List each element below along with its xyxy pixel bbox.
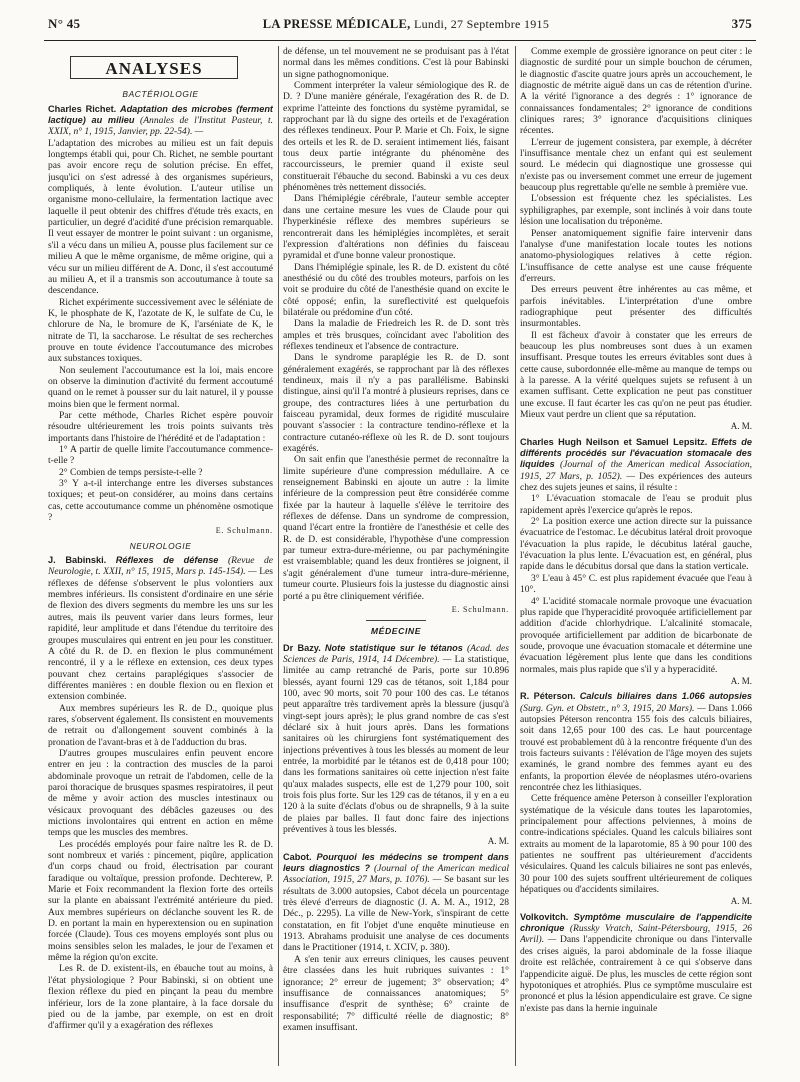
paragraph: Richet expérimente successivement avec le séléniate de K, le phosphate de K, l'azotate de K, le sulfate de Cu, le chlorure de Na, le bromure de K, l'arséniate de K, le nitrate de Tl, la saccharose. Le résultat de ses recherches prouve en toute évidence l'accoutumance des microbes aux substances toxiques. <box>48 296 273 365</box>
paragraph: Les R. de D. existent-ils, en ébauche tout au moins, à l'état physiologique ? Pour Babinski, si on obtient une flexion réflexe du pied en pinçant la peau du membre inférieur, lors de la zone plantaire, à la face dorsale du pied ou de la jambe, par exemple, on est en droit d'affirmer qu'il y a exagération des réflexes <box>48 963 273 1032</box>
article-author: Cabot. <box>283 851 312 862</box>
paragraph: On sait enfin que l'anesthésie permet de reconnaître la limite supérieure d'une compression médullaire. A ce renseignement Babinski en ajoute un autre : la limite inférieure de la compression peut être considérée comme fixée par la hauteur à laquelle s'élève le territoire des réflexes de défense. Dans un syndrome de compression, quand l'écart entre la frontière de l'anesthésie et celle des R. de D. est considérable, l'hypothèse d'une compression par tumeur extra-dure-mérienne, ou par pachyméningite est vraisemblable; quand les deux frontières se joignent, il s'agit généralement d'une tumeur intra-dure-mérienne, tumeur courte. Plusieurs fois la justesse du diagnostic ainsi porté a pu être cliniquement vérifiée. <box>283 454 509 602</box>
article-author: Volkovitch. <box>520 911 569 922</box>
article-title: Calculs biliaires dans 1.066 autopsies <box>579 691 752 702</box>
analyses-heading: ANALYSES <box>70 56 238 79</box>
article-author: Dr Bazy. <box>283 642 321 653</box>
article-title: Réflexes de défense <box>115 555 219 566</box>
column-1 <box>48 46 273 1068</box>
article-reference: (Journal of the American medical Association, 1915, 27 Mars, p. 1052). — <box>520 459 752 482</box>
paragraph: 2° La position exerce une action directe sur la puissance évacuatrice de l'estomac. Le décubitus latéral droit provoque l'évacuation la plus rapide, le décubitus latéral gauche, l'évacuation la plus lente. L'évacuation est, en général, plus rapide dans le décubitus dorsal que dans la station verticale. <box>520 516 752 573</box>
article-signature: A. M. <box>730 896 752 907</box>
article-author: R. Péterson. <box>520 691 576 702</box>
article-author: Charles Richet. <box>48 103 117 114</box>
article-cabot <box>283 852 509 954</box>
section-rule <box>366 620 426 621</box>
article-signature: E. Schulmann. <box>451 604 509 614</box>
paragraph: Non seulement l'accoutumance est la loi, mais encore on observe la diminution d'activité du ferment accoutumé quand on le remet à pousser sur du lait naturel, il y pousse moins bien que le ferment normal. <box>48 364 273 410</box>
article-signature: A. M. <box>730 421 752 432</box>
paragraph: 3° L'eau à 45° C. est plus rapidement évacuée que l'eau à 10°. <box>520 572 752 596</box>
article-signature: E. Schulmann. <box>215 526 273 536</box>
column-divider <box>278 46 279 1066</box>
section-heading-neurologie: NEUROLOGIE <box>129 540 192 551</box>
paragraph: 1° L'évacuation stomacale de l'eau se produit plus rapidement après l'exercice qu'après le repos. <box>520 493 752 516</box>
paragraph: Comme exemple de grossière ignorance on peut citer : le diagnostic de surdité pour un simple bouchon de cérumen, le diagnostic d'ascite quatre jours après un accouchement, le diagnostic de métrite aiguë dans un cas de rétention d'urine. A la vérité l'ignorance a des degrés : 1° ignorance de connaissances fondamentales; 2° ignorance de conditions cliniques rares; 3° ignorance d'acquisitions cliniques récentes. <box>520 46 752 137</box>
article-volkovitch <box>520 912 752 1014</box>
article-title: Effets de différents procédés sur l'évacuation stomacale des liquides <box>520 436 752 470</box>
paragraph: Dans la maladie de Friedreich les R. de D. sont très amples et très brusques, coïncidant avec l'abolition des réflexes tendineux et l'absence de contracture. <box>283 318 509 352</box>
article-bazy <box>283 643 509 836</box>
question-item: 3° Y a-t-il interchange entre les diverses substances toxiques; et peut-on considérer, au moins dans certains cas, cette accoutumance comme un phénomène osmotique ? <box>48 478 273 524</box>
paragraph: Dans le syndrome paraplégie les R. de D. sont généralement exagérés, se rapprochant par là des réflexes tendineux, mais il n'y a pas parallélisme. Babinski distingue, ainsi qu'il l'a montré à plusieurs reprises, dans ce groupe, des contractures liées à une perturbation du faisceau pyramidal, deux formes de rigidité musculaire pouvant s'associer : la contracture tendino-réflexe et la contracture cutanéo-réflexe où les R. de D. sont toujours exagérés. <box>283 352 509 455</box>
section-heading-medecine: MÉDECINE <box>370 626 422 637</box>
question-item: 2° Combien de temps persiste-t-elle ? <box>59 466 203 478</box>
column-divider <box>515 46 516 1066</box>
article-reference: (Surg. Gyn. et Obstetr., n° 3, 1915, 20 Mars). — <box>520 702 706 714</box>
paragraph: Les procédés employés pour faire naître les R. de D. sont nombreux et variés : pincement, piqûre, application d'un corps chaud ou froid, électrisation par courant faradique ou voltaïque, pression profonde. Dechterew, P. Marie et Foix recommandent la flexion forte des orteils sur la plante en abaissant l'extrémité antérieure du pied. Aux membres supérieurs on déclanche souvent les R. de D. en portant la main en hyperextension ou en supination forcée (Claude). Tous ces moyens employés sont plus ou moins sensibles selon les malades, le jour de l'examen et même la région qu'on excite. <box>48 838 273 964</box>
paragraph: Dans l'hémiplégie spinale, les R. de D. existent du côté anesthésié ou du côté des troubles moteurs, parfois on les voit se produire du côté de l'anesthésie quand on excite le côté opposé; enfin, la sureflectivité est quelquefois bilatérale ou prédomine d'un côté. <box>283 261 509 318</box>
paragraph: Des erreurs peuvent être inhérentes au cas même, et parfois inévitables. L'interprétation d'une ombre radiographique peut présenter des difficultés insurmontables. <box>520 284 752 330</box>
article-richet <box>48 104 273 138</box>
paragraph: L'obsession est fréquente chez les spécialistes. Les syphiligraphes, par exemple, sont inclinés à voir dans toute lésion une localisation du tréponème. <box>520 193 752 228</box>
article-signature: A. M. <box>730 675 752 686</box>
article-title: Note statistique sur le tétanos <box>324 642 463 653</box>
paragraph: Penser anatomiquement signifie faire intervenir dans l'analyse d'une manifestation locale toutes les notions anatomo-physiologiques relatives à cette région. L'insuffisance de cette analyse est une cause fréquente d'erreurs. <box>520 227 752 284</box>
article-reference: (Revue de Neurologie, t. XXII, n° 15, 1915, Mars p. 145-154). — <box>48 555 273 578</box>
paragraph: Dans 1.066 autopsies Péterson rencontra 155 fois des calculs biliaires, soit dans 12,65 pour 100 des cas. Le haut pourcentage trouvé est probablement dû à la rencontre fréquente d'un des trois facteurs suivants : l'élévation de l'âge moyen des sujets examinés, le grand nombre des femmes ayant eu des enfants, la proportion élevée de néoplasmes utéro-ovariens rencontrée chez les lithiasiques. <box>520 702 752 793</box>
paragraph: Les réflexes de défense s'observent le plus volontiers aux membres inférieurs. Ils consistent d'ordinaire en une série de flexion des divers segments du membre les uns sur les autres, mais ils peuvent varier dans leurs formes, leur rapidité, leur amplitude et dans l'étendue du territoire des groupes musculaires qui entrent en jeu pour les constituer. A côté du R. de D. en flexion le plus communément rencontré, il y a le réflexe en extension, ces deux types pouvant chez certains paraplégiques s'associer de différentes manières : en double flexion ou en flexion et extension combinée. <box>48 566 273 703</box>
section-heading-bacteriologie: BACTÉRIOLOGIE <box>122 89 199 100</box>
journal-name: LA PRESSE MÉDICALE, <box>262 17 411 31</box>
running-title <box>263 17 549 32</box>
article-title: Pourquoi les médecins se trompent dans leurs diagnostics ? <box>283 851 509 874</box>
article-author: Charles Hugh Neilson et Samuel Lepsitz. <box>520 436 708 447</box>
column-2 <box>283 46 509 1068</box>
paragraph: Des expériences des auteurs chez des sujets jeunes et sains, il résulte : <box>520 470 752 494</box>
paragraph: Se basant sur les résultats de 3.000 autopsies, Cabot décela un pourcentage très élevé d'erreurs de diagnostic (J. A. M. A., 1912, 28 Déc., p. 2295). La ville de New-York, s'inspirant de cette constatation, en fit l'objet d'une enquête minutieuse en 1913. Abrahams produisit une analyse de ces documents dans le Practitioner (1914, t. XCIV, p. 380). <box>283 874 509 954</box>
question-item: 1° A partir de quelle limite l'accoutumance commence-t-elle ? <box>48 444 273 467</box>
paragraph: L'adaptation des microbes au milieu est un fait depuis longtemps établi qui, pour Ch. Richet, ne semble pourtant pas avoir encore reçu de solution précise. En effet, jusqu'ici on s'est adressé à des organismes supérieurs, compliqués, à lente évolution. L'auteur utilise un organisme mono-cellulaire, la fermentation lactique avec laquelle il peut obtenir des chiffres d'étude très exacts, en particulier, un degré d'acidité d'une précision remarquable. Il veut essayer de montrer le point suivant : un organisme, s'il a vécu dans un milieu A, pousse plus facilement sur ce milieu A que le même organisme, de même origine, qui a vécu sur un milieu différent de A. Donc, il s'est accoutumé au milieu A, et il a transmis son accoutumance à toute sa descendance. <box>48 137 273 297</box>
article-title: Adaptation des microbes (ferment lactique) au milieu <box>48 103 273 126</box>
page-header <box>48 16 752 38</box>
article-reference: (Acad. des Sciences de Paris, 1914, 14 Décembre). — <box>283 642 509 665</box>
paragraph: Comment interpréter la valeur sémiologique des R. de D. ? D'une manière générale, l'exagération des R. de D. exprime l'atteinte des fonctions du système pyramidal, se rapprochant par là du signe des orteils et de l'exagération des réflexes tendineux. Pour P. Marie et Ch. Foix, le signe des orteils et les R. de D. seraient intimement liés, faisant tous deux partie intégrante du phénomène des raccourcisseurs, le premier quand il existe seul constituerait l'ébauche du second. Babinski a vu ces deux phénomènes très nettement dissociés. <box>283 80 509 194</box>
article-title: Symptôme musculaire de l'appendicite chronique <box>520 911 752 934</box>
article-babinski <box>48 555 273 702</box>
article-signature: A. M. <box>487 836 509 847</box>
article-reference: (Russky Vratch, Saint-Pétersbourg, 1915, 26 Avril). — <box>520 923 752 946</box>
paragraph: Par cette méthode, Charles Richet espère pouvoir résoudre ultérieurement les trois points suivants très importants dans l'histoire de l'hérédité et de l'adaptation : <box>48 409 273 444</box>
paragraph: Cette fréquence amène Peterson à conseiller l'exploration systématique de la vésicule dans toutes les laparotomies, principalement pour affections pelviennes, à moins de contre-indications spéciales. Quand les calculs biliaires sont extraits au moment de la laparotomie, 85 à 90 pour 100 des patientes ne souffrent pas ultérieurement d'accidents vésiculaires. Quand les calculs biliaires ne sont pas enlevés, 30 pour 100 des sujets souffrent ultérieurement de coliques hépatiques ou d'accidents similaires. <box>520 793 752 896</box>
header-rule <box>44 40 756 41</box>
paragraph: 4° L'acidité stomacale normale provoque une évacuation plus rapide que l'hyperacidité provoquée artificiellement par addition d'acide chlorhydrique. L'alcalinité stomacale, provoquée artificiellement par addition de bicarbonate de soude, provoque une évacuation stomacale et détermine une évacuation légèrement plus lente que dans les conditions normales, mais plus rapide que s'il y a hyperacidité. <box>520 595 752 675</box>
issue-date: Lundi, 27 Septembre 1915 <box>413 17 550 31</box>
page-number: 375 <box>731 16 752 31</box>
article-reference: (Journal of the American medical Association, 1915, 27 Mars, p. 1076). — <box>283 863 509 886</box>
article-reference: (Annales de l'Institut Pasteur, t. XXIX, n° 1, 1915, Janvier, pp. 22-54). — <box>48 115 273 138</box>
paragraph: Aux membres supérieurs les R. de D., quoique plus rares, s'observent également. Ils consistent en mouvements de retrait ou d'allongement souvent combinés à la pronation de l'avant-bras et à de l'adduction du bras. <box>48 702 273 748</box>
paragraph: de défense, un tel mouvement ne se produisant pas à l'état normal dans les mêmes conditions. C'est là pour Babinski un signe pathognomonique. <box>283 46 509 80</box>
article-neilson-lepsitz <box>520 437 752 494</box>
paragraph: Dans l'appendicite chronique ou dans l'intervalle des crises aiguës, la paroi abdominale de la fosse iliaque droite est relâchée, contrairement à ce qui s'observe dans l'appendicite aiguë. De plus, les muscles de cette région sont hypotoniques et atrophiés. Plus ce symptôme musculaire est prononcé et plus la lésion appendiculaire est grave. Ce signe n'existe pas dans la hernie inguinale <box>520 934 752 1014</box>
paragraph: L'erreur de jugement consistera, par exemple, à décréter l'insuffisance mentale chez un enfant qui est seulement sourd. Le médecin qui diagnostique une grossesse qui n'existe pas ou inversement commet une erreur de jugement beaucoup plus regrettable qu'elle ne semble à première vue. <box>520 136 752 194</box>
article-peterson <box>520 691 752 793</box>
column-3 <box>520 46 752 1068</box>
paragraph: Dans l'hémiplégie cérébrale, l'auteur semble accepter dans une certaine mesure les vues de Claude pour qui l'hyperkinésie réflexe des membres supérieurs se rencontrerait dans les hémiplégies incomplètes, et serait l'expression d'altérations non définies du faisceau pyramidal et d'une bonne valeur pronostique. <box>283 193 509 262</box>
paragraph: A s'en tenir aux erreurs cliniques, les causes peuvent être classées dans les huit rubriques suivantes : 1° ignorance; 2° erreur de jugement; 3° observation; 4° insuffisance de connaissances anatomiques; 5° insuffisance d'esprit de synthèse; 6° crainte de responsabilité; 7° difficulté réelle de diagnostic; 8° examen insuffisant. <box>283 953 509 1033</box>
paragraph: La statistique, limitée au camp retranché de Paris, porte sur 10.896 blessés, ayant fourni 129 cas de tétanos, soit 1,184 pour 100, avec 90 morts, soit 70 pour 100 des cas. Le tétanos peut apparaître très tardivement après la blessure (jusqu'à vingt-sept jours après); le plus grand nombre de cas s'est déclaré six à huit jours après. Dans les formations sanitaires où les chirurgiens font systématiquement des injections préventives à tous les blessés au moment de leur entrée, la morbidité par le tétanos est de 0,418 pour 100; dans les formations sanitaires où cette injection n'est faite qu'aux malades suspects, elle est de 1,279 pour 100, soit trois fois plus forte. Sur les 129 cas de tétanos, il y en a eu 120 à la suite d'éclats d'obus ou de shrapnells, 9 à la suite de plaies par balles. Il faut donc faire des injections préventives à tous les blessés. <box>283 653 509 836</box>
issue-number: N° 45 <box>48 16 81 31</box>
paragraph: D'autres groupes musculaires enfin peuvent encore entrer en jeu : la contraction des muscles de la paroi abdominale provoque un retrait de l'abdomen, celle de la paroi thoracique de brusques spasmes respiratoires, il peut de même y avoir action des muscles intestinaux ou vésicaux provoquant des débâcles gazeuses ou des mictions involontaires qui entrent en action en même temps que les muscles des membres. <box>48 747 273 839</box>
paragraph: Il est fâcheux d'avoir à constater que les erreurs de beaucoup les plus nombreuses sont dues à un examen insuffisant. Presque toutes les erreurs évitables sont dues à cette cause, subordonnée elle-même au manque de temps ou à la paresse. A la vérité quelques sujets se refusent à un examen suffisant. Cette explication ne peut pas constituer une excuse. Il faut écarter les cas qu'on ne peut pas étudier. Mieux vaut perdre un client que sa réputation. <box>520 329 752 420</box>
article-author: J. Babinski. <box>48 555 107 566</box>
